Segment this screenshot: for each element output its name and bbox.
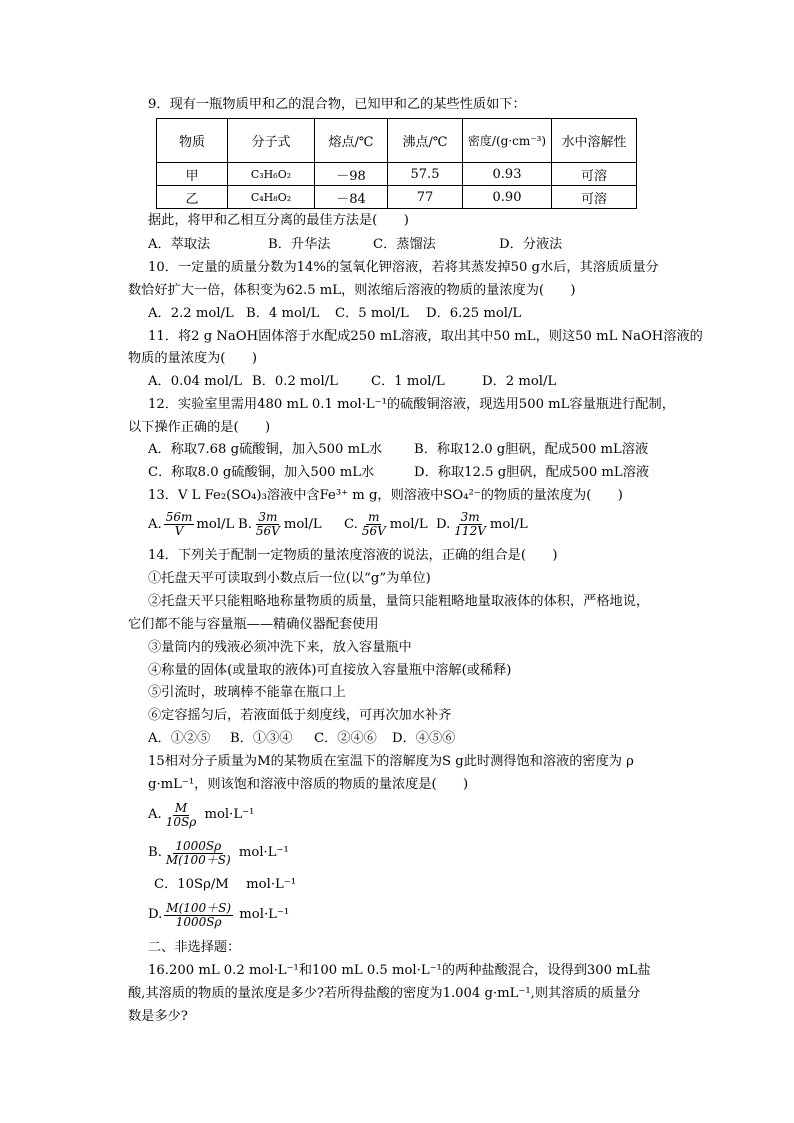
table-cell: 0.90: [463, 186, 552, 209]
option-a: A．称取7.68 g硫酸铜，加入500 mL水: [148, 442, 383, 457]
fraction-denominator: M(100＋S): [165, 852, 231, 867]
fraction-numerator: M(100＋S): [166, 900, 232, 915]
option-label: D.: [148, 907, 163, 922]
table-cell: －98: [315, 163, 388, 186]
q16-line2: 酸,其溶质的物质的量浓度是多少?若所得盐酸的密度为1.004 g·mL⁻¹,则其溶质的质量分: [128, 986, 641, 1001]
fraction-denominator: 1000Sρ: [175, 914, 222, 929]
option-d: D．分液法: [499, 237, 563, 252]
fraction-numerator: 3m: [258, 509, 278, 524]
option-a: [148, 511, 238, 538]
option-b: [238, 511, 344, 538]
q14-options: [148, 730, 455, 748]
q13-options: [148, 508, 528, 540]
unit: mol·L⁻¹: [239, 907, 290, 922]
q9-options: [148, 236, 562, 254]
option-c: C．称取8.0 g硫酸铜，加入500 mL水: [148, 465, 375, 480]
q14-item: ⑥定容摇匀后，若液面低于刻度线，可再次加水补齐: [148, 708, 452, 723]
unit: mol/L: [489, 516, 528, 532]
fraction: [164, 802, 199, 829]
option-d: D．2 mol/L: [482, 374, 557, 389]
table-cell: 甲: [157, 163, 228, 186]
q11-line1: 11．将2 g NaOH固体溶于水配成250 mL溶液，取出其中50 mL，则这50 mL NaOH溶液的: [148, 329, 703, 344]
table-cell: －84: [315, 186, 388, 209]
table-header: 熔点/℃: [315, 119, 388, 163]
unit: mol/L: [196, 516, 235, 532]
fraction-numerator: 56m: [165, 509, 193, 524]
q16-line3: 数是多少?: [128, 1009, 188, 1024]
table-header: 物质: [157, 119, 228, 163]
option-c: C．蒸馏法: [373, 237, 436, 252]
q14-item: ④称量的固体(或量取的液体)可直接放入容量瓶中溶解(或稀释): [148, 663, 512, 678]
option-c: C．5 mol/L: [335, 306, 409, 321]
table-cell: 77: [388, 186, 463, 209]
fraction-denominator: 112V: [454, 523, 486, 538]
option-label: C.: [344, 516, 358, 532]
option-c: [344, 511, 436, 538]
q14-item: ②托盘天平只能粗略地称量物质的质量，量筒只能粗略地量取液体的体积，严格地说，: [148, 594, 650, 609]
table-header: 密度/(g·cm⁻³): [463, 119, 552, 163]
fraction-denominator: 56V: [361, 523, 386, 538]
option-label: A.: [148, 807, 162, 822]
option-d: D．④⑤⑥: [392, 731, 456, 746]
q12-line2: 以下操作正确的是( ): [128, 420, 271, 435]
table-header: 水中溶解性: [552, 119, 637, 163]
table-header: 沸点/℃: [388, 119, 463, 163]
q12-line1: 12．实验室里需用480 mL 0.1 mol·L⁻¹的硫酸铜溶液，现选用500 mL容量瓶进行配制，: [148, 397, 675, 412]
option-d: D．称取12.5 g胆矾，配成500 mL溶液: [414, 465, 650, 480]
option-b: B．称取12.0 g胆矾，配成500 mL溶液: [414, 442, 649, 457]
q13-stem: 13．V L Fe₂(SO₄)₃溶液中含Fe³⁺ m g，则溶液中SO₄²⁻的物质的量浓度为( ): [148, 488, 623, 503]
q10-options: [148, 305, 521, 323]
option-c: C．②④⑥: [314, 731, 377, 746]
q10-line2: 数恰好扩大一倍，体积变为62.5 mL，则浓缩后溶液的物质的量浓度为( ): [128, 283, 576, 298]
q12-options-cd: [148, 464, 649, 482]
q14-item: ①托盘天平可读取到小数点后一位(以“g”为单位): [148, 571, 431, 586]
section-heading: 二、非选择题：: [148, 940, 241, 955]
q14-item: ⑤引流时，玻璃棒不能靠在瓶口上: [148, 685, 346, 700]
option-label: A.: [148, 516, 162, 532]
properties-table: [156, 118, 637, 209]
fraction: [164, 840, 233, 867]
option-d: [436, 511, 528, 538]
table-cell: 0.93: [463, 163, 552, 186]
option-d: D．6.25 mol/L: [426, 306, 522, 321]
q15-line1: 15相对分子质量为M的某物质在室温下的溶解度为S g此时测得饱和溶液的密度为 ρ: [148, 754, 634, 769]
q10-line1: 10．一定量的质量分数为14%的氢氧化钾溶液，若将其蒸发掉50 g水后，其溶质质量分: [148, 260, 659, 275]
table-row: [157, 186, 637, 209]
option-label: B.: [238, 516, 252, 532]
fraction-numerator: m: [368, 509, 380, 524]
q11-line2: 物质的量浓度为( ): [128, 351, 257, 366]
option-a: A．2.2 mol/L: [148, 306, 234, 321]
q11-options: [148, 373, 556, 391]
table-cell: C₄H₈O₂: [228, 186, 315, 209]
q9-stem: 9．现有一瓶物质甲和乙的混合物，已知甲和乙的某些性质如下：: [148, 97, 526, 112]
fraction-numerator: M: [174, 800, 188, 815]
option-b: B．4 mol/L: [246, 306, 320, 321]
fraction-denominator: 10Sρ: [165, 814, 197, 829]
unit: mol/L: [389, 516, 428, 532]
fraction-numerator: 3m: [460, 509, 480, 524]
unit: mol·L⁻¹: [238, 845, 289, 860]
fraction-denominator: 56V: [255, 523, 280, 538]
q15-line2: g·mL⁻¹，则该饱和溶液中溶质的物质的量浓度是( ): [148, 777, 469, 792]
option-label: B.: [148, 845, 162, 860]
table-cell: C₃H₆O₂: [228, 163, 315, 186]
option-b: B．升华法: [268, 237, 331, 252]
table-cell: 乙: [157, 186, 228, 209]
fraction: [164, 511, 195, 538]
fraction: [254, 511, 282, 538]
option-b: B．0.2 mol/L: [252, 374, 338, 389]
fraction: [452, 511, 488, 538]
q15-option-a: [148, 798, 254, 832]
table-cell: 可溶: [552, 163, 637, 186]
option-b: B．①③④: [230, 731, 293, 746]
fraction-numerator: 1000Sρ: [175, 838, 222, 853]
table-header: 分子式: [228, 119, 315, 163]
q12-options-ab: [148, 441, 648, 459]
q16-line1: 16.200 mL 0.2 mol·L⁻¹和100 mL 0.5 mol·L⁻¹的两种盐酸混合，设得到300 mL盐: [148, 963, 651, 978]
fraction: [360, 511, 388, 538]
unit: mol·L⁻¹: [204, 807, 255, 822]
option-c: C．1 mol/L: [371, 374, 445, 389]
q15-option-c: C．10Sρ/M mol·L⁻¹: [154, 877, 297, 892]
q14-stem: 14．下列关于配制一定物质的量浓度溶液的说法，正确的组合是( ): [148, 548, 558, 563]
table-cell: 可溶: [552, 186, 637, 209]
option-label: D.: [436, 516, 451, 532]
option-a: A．0.04 mol/L: [148, 374, 243, 389]
q9-after: 据此，将甲和乙相互分离的最佳方法是( ): [148, 213, 409, 228]
unit: mol/L: [283, 516, 322, 532]
option-a: A．萃取法: [148, 237, 211, 252]
q14-item: 它们都不能与容量瓶——精确仪器配套使用: [128, 617, 379, 632]
table-cell: 57.5: [388, 163, 463, 186]
fraction: [164, 902, 233, 929]
q14-item: ③量筒内的残液必须冲洗下来，放入容量瓶中: [148, 640, 412, 655]
option-a: A．①②⑤: [148, 731, 211, 746]
q15-option-d: [148, 898, 289, 932]
fraction-denominator: V: [174, 523, 184, 538]
table-row: [157, 163, 637, 186]
q15-option-b: [148, 836, 289, 870]
